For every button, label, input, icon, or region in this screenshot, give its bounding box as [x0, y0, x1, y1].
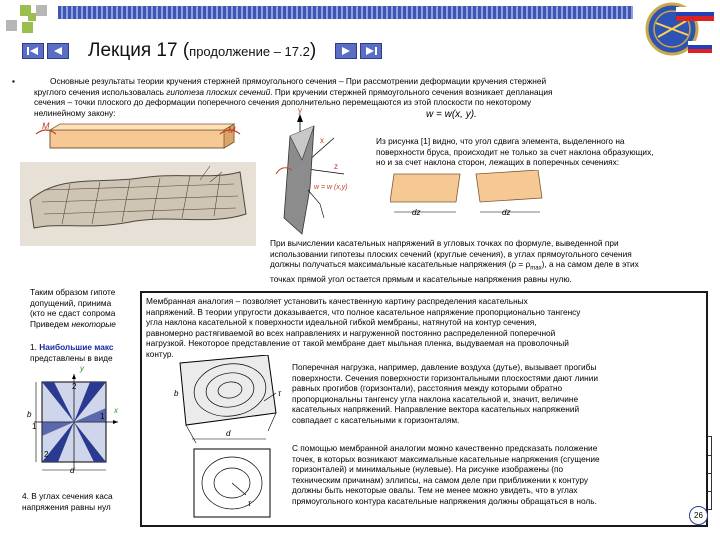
popup-intro: [146, 296, 701, 360]
item-1-tail: представлены в виде: [30, 352, 113, 363]
popup-line-4: равномерно растягиваемой во всех направлениях и нагруженной постоянно распределенной поперечной: [146, 327, 556, 338]
square: [6, 20, 17, 31]
axis-x-label: x: [320, 136, 324, 145]
slide-title: [88, 40, 316, 62]
popup-para-2-line: совпадает с касательными к горизонталям.: [292, 414, 460, 425]
stress-fig-y: y: [80, 364, 84, 373]
stress-distribution-figure: [26, 364, 126, 478]
left-partial-text: [30, 287, 140, 329]
membrane-tau2-label: τ: [248, 499, 251, 508]
stress-fig-2b: 2: [44, 450, 49, 459]
axis-y-label: y: [298, 106, 302, 115]
membrane-figure: [172, 355, 286, 525]
square: [36, 5, 47, 16]
stress-fig-b: b: [27, 410, 32, 419]
next-slide-button[interactable]: [335, 43, 357, 59]
intro-line-2b: . При кручении стержней прямоугольного сечения возникает депланация: [270, 86, 553, 97]
corner-stress-paragraph: [270, 238, 710, 285]
membrane-d-label: d: [226, 429, 231, 438]
surface-elements-figure: [390, 170, 550, 226]
hypothesis-term: гипотеза плоских сечений: [166, 86, 271, 97]
popup-para-2-line: пропорциональны тангенсу угла наклона касательной и, значит, величине: [292, 393, 579, 404]
popup-para-2-line: Поперечная нагрузка, например, давление воздуха (дутье), вызывает прогибы: [292, 362, 597, 372]
intro-line-4: нелинейному закону:: [34, 107, 116, 118]
popup-line-2: напряжений. В теории упругости доказывается, что полное касательное напряжение пропорционально тангенсу: [146, 306, 581, 317]
membrane-tau-label: τ: [278, 389, 281, 398]
item-4: [22, 491, 113, 512]
popup-para-3-line: прямоугольного контура касательные напряжения должны обращаться в ноль.: [292, 495, 597, 506]
mid-line-3-sub: max: [530, 265, 542, 272]
popup-para-3: [292, 443, 702, 507]
popup-line-3: угла наклона касательной к поверхности идеальной гибкой мембраны, натянутой на контур сечения,: [146, 317, 537, 328]
right-line-1: Из рисунка [1] видно, что угол сдвига элемента, выделенного на: [376, 136, 625, 146]
left-line-3: (кто не сдаст сопрома: [30, 308, 116, 319]
axis-z-label: z: [334, 162, 338, 171]
popup-para-3-line: С помощью мембранной аналогии можно качественно предсказать положение: [292, 443, 598, 453]
square: [28, 13, 36, 21]
item-4-line-2: напряжения равны нул: [22, 501, 111, 512]
dz-label-2: dz: [502, 208, 511, 217]
popup-para-2: [292, 362, 702, 426]
last-icon: [361, 44, 381, 58]
warp-function-label: w = w (x,y): [314, 184, 348, 191]
warped-section-figure: [262, 108, 372, 238]
stress-fig-1b: 1: [100, 412, 105, 421]
page-number-badge: [689, 506, 708, 525]
popup-para-3-line: техническим причинам) эллипсы, на самом деле при приближении к контуру: [292, 474, 589, 485]
header-band: [58, 6, 633, 19]
left-line-4-em: некоторые: [71, 318, 116, 329]
popup-line-6: контур.: [146, 348, 174, 359]
first-slide-button[interactable]: [22, 43, 44, 59]
right-line-2: поверхности бруса, происходит не только за счет наклона образующих,: [376, 146, 654, 157]
intro-line-3: сечения – точки плоского до деформации поперечного сечения дополнительно перемещаются из этой плоскости по некоторому: [34, 97, 532, 108]
stress-fig-d: d: [70, 466, 75, 475]
previous-slide-button[interactable]: [47, 43, 69, 59]
moment-label-left: M: [42, 121, 50, 131]
mid-line-1: При вычислении касательных напряжений в угловых точках по формуле, выведенной при: [270, 238, 619, 248]
item-1: [30, 342, 114, 363]
intro-line-2a: круглого сечения использовалась: [34, 86, 167, 97]
popup-para-3-line: точек, в которых возникают максимальные касательные напряжения (сгущение: [292, 453, 600, 464]
popup-para-2-line: равных прогибов (горизонтали), расстояния между которыми обратно: [292, 383, 563, 394]
deplanation-formula: w = w(x, y).: [426, 109, 477, 120]
page-number: 26: [694, 511, 703, 520]
membrane-analogy-popup: [140, 291, 708, 527]
stress-fig-x: x: [114, 406, 118, 415]
popup-para-3-line: горизонталей) и минимальные (нулевые). На рисунке изображены (по: [292, 464, 564, 475]
membrane-b-label: b: [174, 389, 179, 398]
previous-icon: [48, 44, 68, 58]
mid-line-3a: должны получаться максимальные касательные напряжения (ρ = ρ: [270, 259, 531, 270]
stress-fig-1a: 1: [32, 422, 37, 431]
moment-label-right: M: [228, 125, 236, 135]
popup-line-1: Мембранная аналогия – позволяет установить качественную картину распределения касательных: [146, 296, 528, 306]
left-line-4a: Приведем: [30, 318, 72, 329]
title-main: Лекция 17 (: [88, 40, 190, 61]
twisted-bar-figure: [20, 122, 256, 246]
intro-line-1: Основные результаты теории кручения стержней прямоугольного сечения – При рассмотрении деформации кручения стержней: [50, 76, 547, 86]
next-icon: [336, 44, 356, 58]
mid-line-4: точках прямой угол остается прямым и касательные напряжения равны нулю.: [270, 274, 572, 285]
popup-para-2-line: касательных напряжений. Направление вектора касательных напряжений: [292, 404, 580, 415]
title-close: ): [309, 40, 317, 61]
popup-para-3-line: должны быть некоторые овалы. Тем не менее можно увидеть, что в углах: [292, 485, 578, 496]
first-icon: [23, 44, 43, 58]
last-slide-button[interactable]: [360, 43, 382, 59]
left-line-1: Таким образом гипоте: [30, 287, 116, 297]
square: [22, 22, 33, 33]
popup-line-5: нагрузкой. Некоторое представление от такой мембране дает мыльная пленка, выдуваемая на проволочный: [146, 338, 569, 349]
item-1-heading: Наибольшие макс: [39, 342, 114, 352]
mid-line-2: использовании гипотезы плоских сечений (круглые сечения), в углах прямоугольного сечения: [270, 248, 632, 259]
university-logo: [640, 1, 716, 57]
item-4-line-1: 4. В углах сечения каса: [22, 491, 113, 501]
item-1-number: 1.: [30, 342, 40, 352]
dz-label-1: dz: [412, 208, 421, 217]
left-line-2: допущений, принима: [30, 297, 112, 308]
stress-fig-2a: 2: [72, 382, 77, 391]
shear-angle-text: [376, 136, 706, 168]
right-line-3: но и за счет наклона сторон, лежащих в поперечных сечениях:: [376, 157, 620, 168]
title-sub: продолжение – 17.2: [189, 44, 310, 59]
popup-para-2-line: поверхности. Сечения поверхности горизонтальными плоскостями дают линии: [292, 372, 598, 383]
bullet: ▪: [12, 76, 15, 86]
mid-line-3b: ), а на самом деле в этих: [541, 259, 639, 270]
